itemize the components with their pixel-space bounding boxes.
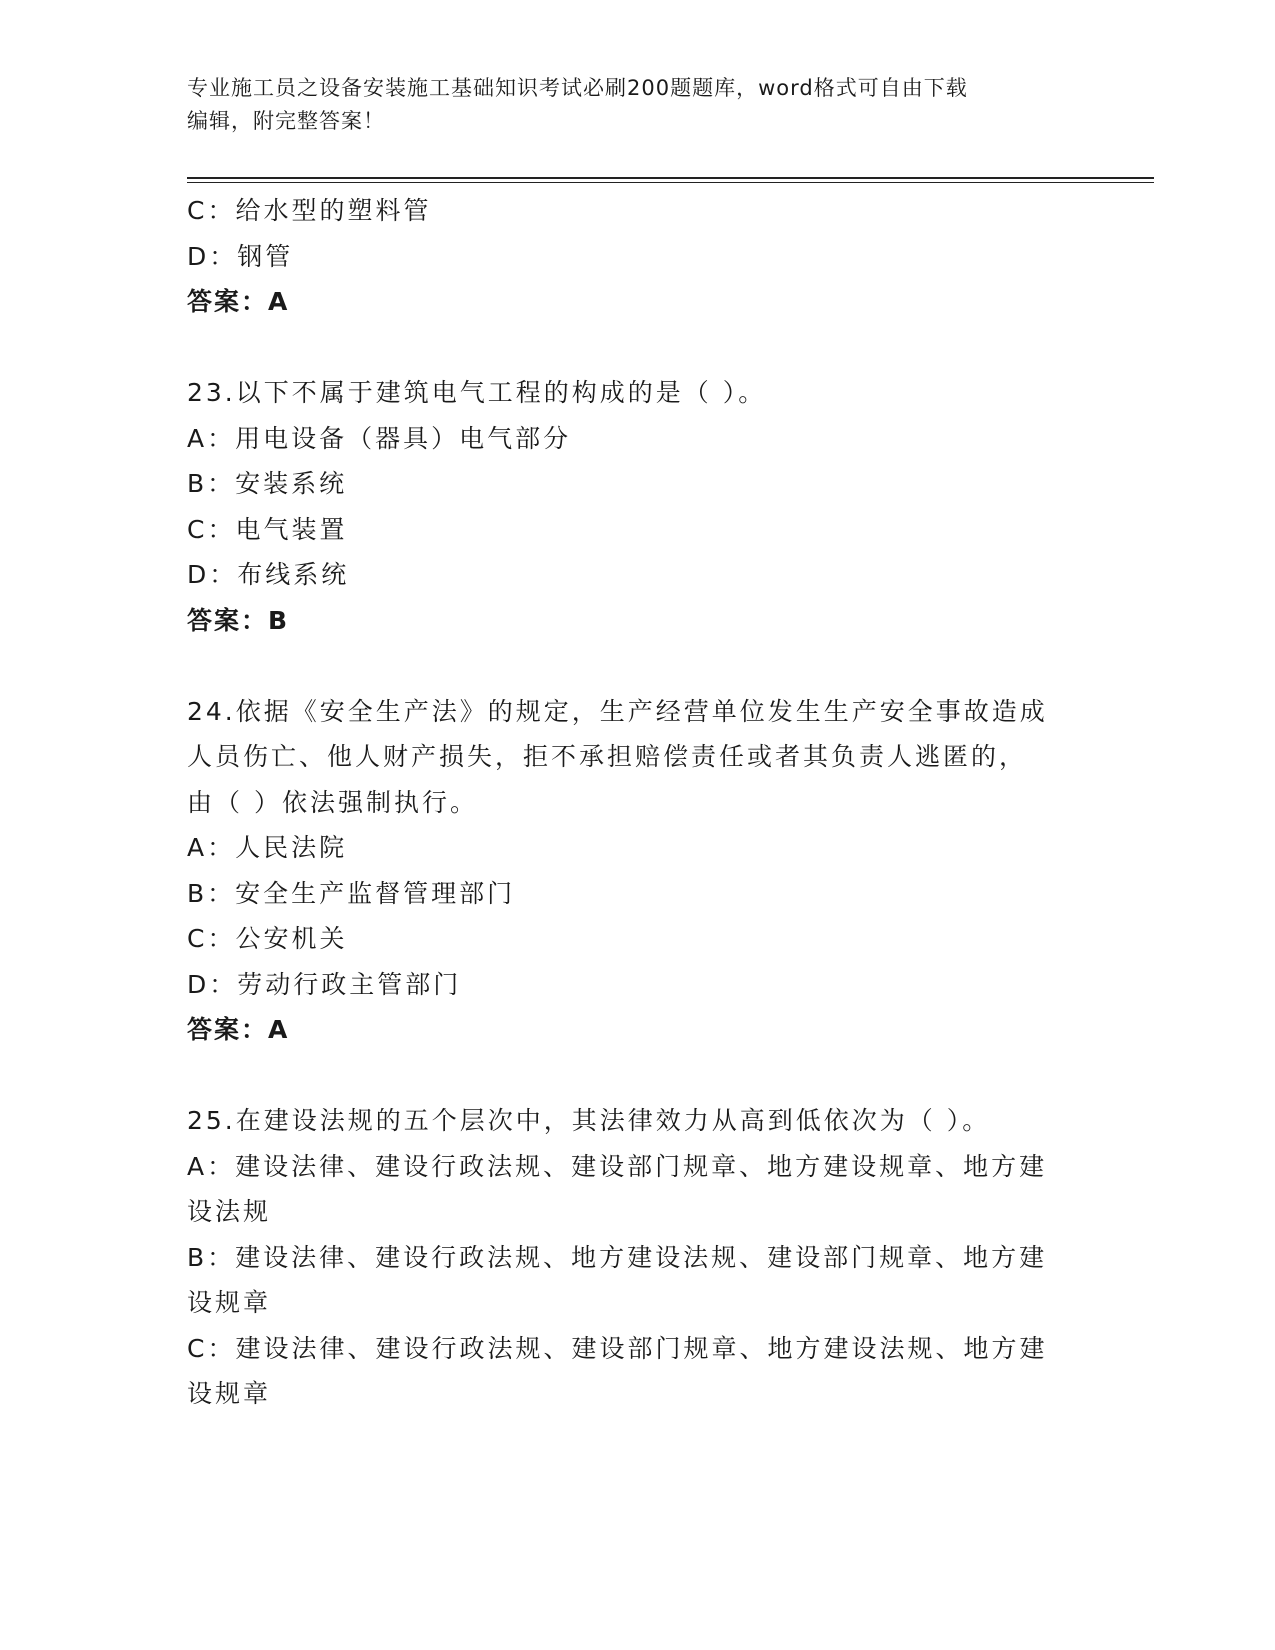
q23-stem: 23.以下不属于建筑电气工程的构成的是（ ）。 [187, 378, 767, 407]
q23-option-c: C：电气装置 [187, 514, 348, 544]
question-content [187, 188, 1087, 1417]
q23-option-b: B：安装系统 [187, 469, 348, 498]
prev-answer: 答案：A [187, 287, 290, 316]
prev-option-c: C：给水型的塑料管 [187, 196, 432, 225]
q25-option-c-line-1: C：建设法律、建设行政法规、建设部门规章、地方建设法规、地方建 [187, 1333, 1048, 1363]
q25-option-b-line-2: 设规章 [187, 1288, 272, 1317]
q25-option-a-line-2: 设法规 [187, 1197, 272, 1226]
spacer [187, 643, 1087, 689]
header-divider-thick [187, 177, 1154, 179]
q24-option-b: B：安全生产监督管理部门 [187, 878, 516, 908]
q25-option-a-line-1: A：建设法律、建设行政法规、建设部门规章、地方建设规章、地方建 [187, 1151, 1048, 1181]
q24-stem-line-3: 由（ ）依法强制执行。 [187, 787, 478, 817]
header-title-line-2: 编辑，附完整答案！ [187, 109, 385, 133]
spacer [187, 325, 1087, 371]
spacer [187, 1053, 1087, 1099]
header-title-line-1: 专业施工员之设备安装施工基础知识考试必刷200题题库，word格式可自由下载 [187, 76, 968, 100]
q24-answer: 答案：A [187, 1015, 290, 1044]
q24-option-c: C：公安机关 [187, 924, 348, 953]
prev-option-d: D：钢管 [187, 241, 294, 271]
document-header [187, 72, 1067, 138]
q24-stem-line-2: 人员伤亡、他人财产损失，拒不承担赔偿责任或者其负责人逃匿的， [187, 742, 1028, 771]
q23-option-a: A：用电设备（器具）电气部分 [187, 423, 572, 453]
q23-option-d: D：布线系统 [187, 560, 350, 589]
q24-option-a: A：人民法院 [187, 833, 348, 862]
q25-option-c-line-2: 设规章 [187, 1379, 272, 1408]
header-divider-thin [187, 182, 1154, 183]
q24-stem-line-1: 24.依据《安全生产法》的规定，生产经营单位发生生产安全事故造成 [187, 696, 1048, 726]
q25-stem: 25.在建设法规的五个层次中，其法律效力从高到低依次为（ ）。 [187, 1106, 991, 1135]
q24-option-d: D：劳动行政主管部门 [187, 969, 462, 999]
q23-answer: 答案：B [187, 605, 290, 635]
q25-option-b-line-1: B：建设法律、建设行政法规、地方建设法规、建设部门规章、地方建 [187, 1242, 1048, 1272]
